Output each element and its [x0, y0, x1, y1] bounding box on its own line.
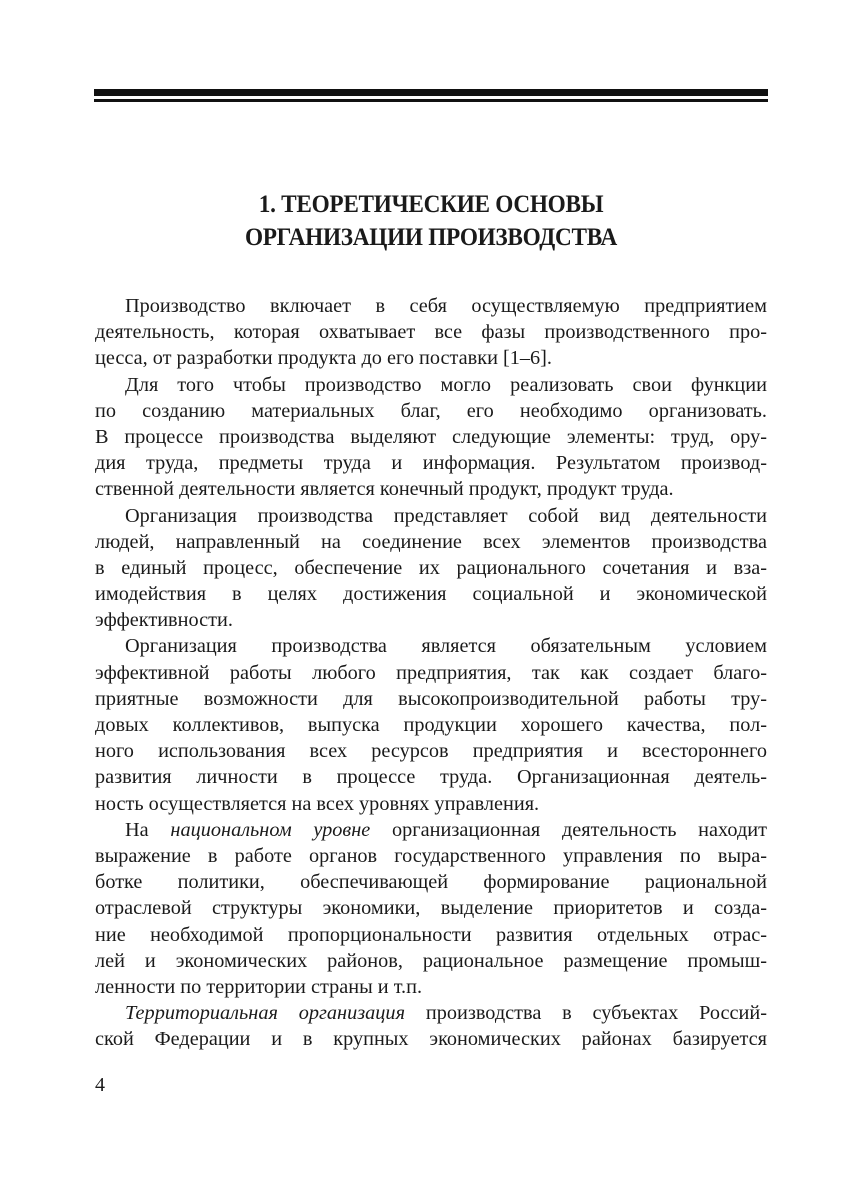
text-line: приятные возможности для высокопроизводительной работы тру- — [95, 687, 767, 710]
chapter-heading-line-2: ОРГАНИЗАЦИИ ПРОИЗВОДСТВА — [244, 224, 618, 251]
text-line: в единый процесс, обеспечение их рационального сочетания и вза- — [95, 556, 767, 579]
text-line: по созданию материальных благ, его необходимо организовать. — [95, 399, 767, 422]
text-line: Для того чтобы производство могло реализовать свои функции — [125, 373, 767, 396]
text-line: ность осуществляется на всех уровнях управления. — [95, 792, 540, 815]
text-line: ственной деятельности является конечный продукт, продукт труда. — [95, 478, 674, 501]
paragraph — [95, 372, 767, 503]
page-number: 4 — [95, 1074, 105, 1096]
text-line: ного использования всех ресурсов предприятия и всестороннего — [95, 740, 767, 763]
text-line: лей и экономических районов, рациональное размещение промыш- — [95, 949, 767, 972]
header-rule-thin — [94, 99, 768, 102]
text-line: ленности по территории страны и т.п. — [95, 975, 423, 998]
text-line — [95, 817, 767, 843]
text-line: В процессе производства выделяют следующие элементы: труд, ору- — [95, 425, 767, 448]
text-line: эффективности. — [95, 609, 233, 632]
text-line: людей, направленный на соединение всех элементов производства — [95, 530, 767, 553]
text-line: деятельность, которая охватывает все фазы производственного про- — [95, 321, 767, 344]
text-line: отраслевой структуры экономики, выделение приоритетов и созда- — [95, 897, 767, 920]
chapter-heading — [94, 188, 768, 254]
text-line: Организация производства представляет собой вид деятельности — [125, 504, 767, 527]
text-segment: производства в субъектах Россий- — [405, 1002, 767, 1025]
text-line: выражение в работе органов государственного управления по выра- — [95, 844, 767, 867]
text-line: имодействия в целях достижения социальной и экономической — [95, 583, 767, 606]
paragraph — [95, 1000, 767, 1052]
text-line: дия труда, предметы труда и информация. Результатом производ- — [95, 452, 767, 475]
text-segment: На — [125, 818, 171, 841]
italic-term: национальном уровне — [170, 818, 371, 841]
paragraph — [95, 293, 767, 372]
text-line: Организация производства является обязательным условием — [125, 635, 767, 658]
paragraph — [95, 633, 767, 816]
text-line: цесса, от разработки продукта до его поставки [1–6]. — [95, 347, 552, 370]
text-line: развития личности в процессе труда. Организационная деятель- — [95, 766, 767, 789]
body-text — [95, 293, 767, 1052]
text-line — [95, 1000, 767, 1026]
italic-term: Территориальная организация — [125, 1002, 406, 1025]
text-line: довых коллективов, выпуска продукции хорошего качества, пол- — [95, 714, 767, 736]
header-rule-thick — [94, 89, 768, 96]
text-line: ботке политики, обеспечивающей формирование рациональной — [95, 871, 767, 894]
text-line: Производство включает в себя осуществляемую предприятием — [125, 295, 767, 317]
paragraph — [95, 503, 767, 634]
chapter-heading-line-1: 1. ТЕОРЕТИЧЕСКИЕ ОСНОВЫ — [258, 191, 604, 218]
paragraph — [95, 817, 767, 1000]
text-line: эффективной работы любого предприятия, так как создает благо- — [95, 661, 767, 684]
text-segment: организационная деятельность находит — [370, 818, 768, 841]
text-line: ние необходимой пропорциональности развития отдельных отрас- — [95, 923, 767, 946]
text-line: ской Федерации и в крупных экономических районах базируется — [95, 1028, 767, 1051]
